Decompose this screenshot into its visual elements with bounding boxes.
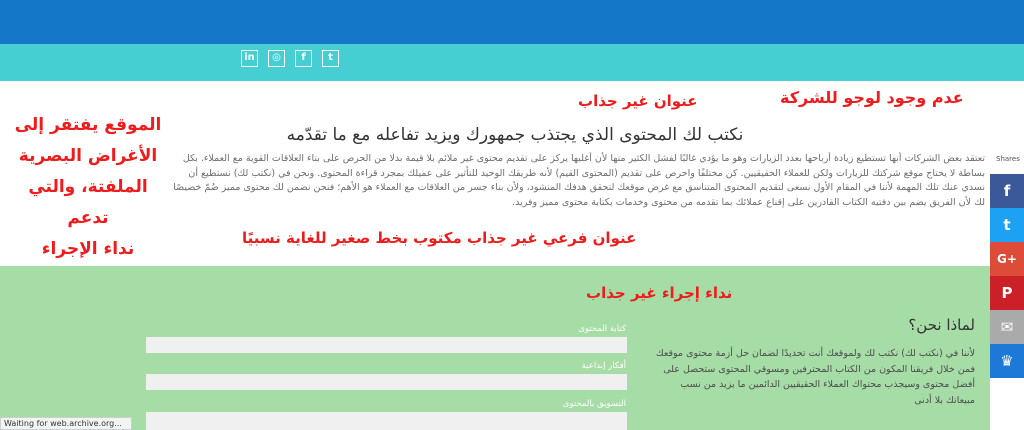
annotation-visuals-line: الموقع يفتقر إلى (14, 115, 162, 135)
pinterest-share-button[interactable]: P (990, 276, 1024, 310)
form-label-content: كتابة المحتوى (578, 324, 626, 334)
facebook-share-button[interactable]: f (990, 174, 1024, 208)
shares-label: Shares (996, 155, 1020, 163)
form-label-marketing: التسويق بالمحتوى (562, 399, 626, 409)
annotation-subtitle: عنوان فرعي غير جذاب مكتوب بخط صغير للغاية نسبيًا (242, 229, 637, 247)
instagram-icon[interactable]: ◎ (268, 50, 285, 67)
googleplus-share-button[interactable]: G+ (990, 242, 1024, 276)
email-share-button[interactable]: ✉ (990, 310, 1024, 344)
content-marketing-field[interactable] (146, 412, 627, 430)
annotation-visuals-line: الأغراض البصرية (18, 146, 158, 166)
annotation-title: عنوان غير جذاب (578, 92, 698, 110)
annotation-no-logo: عدم وجود لوجو للشركة (780, 88, 964, 107)
linkedin-icon[interactable]: in (241, 50, 258, 67)
page-title: نكتب لك المحتوى الذي يجتذب جمهورك ويزيد تفاعله مع ما تقدّمه (286, 125, 744, 145)
annotation-visuals-line: الملفتة، والتي تدعم (28, 177, 148, 228)
twitter-share-button[interactable]: t (990, 208, 1024, 242)
header-top-bar (0, 0, 1024, 44)
form-label-ideas: أفكار إبداعية (581, 361, 626, 371)
content-writing-field[interactable] (146, 337, 627, 353)
header-social-bar (0, 44, 1024, 81)
annotation-visuals (8, 110, 168, 265)
annotation-cta: نداء إجراء غير جذاب (586, 284, 733, 302)
browser-status-text: Waiting for web.archive.org... (0, 417, 132, 430)
creative-ideas-field[interactable] (146, 374, 627, 390)
twitter-icon[interactable]: t (322, 50, 339, 67)
sumo-share-button[interactable]: ♛ (990, 344, 1024, 378)
intro-paragraph: تعتقد بعض الشركات أنها تستطيع زيادة أرباحها بعدد الزيارات وهو ما يؤدي غالبًا لفشل الكثير منها لأن أغلبها يركز على تقديم محتوى غير ملائم بلا قيمة بدلا من الحرص على بناء العلاقات القوية مع العملاء. بكل بساطة لا يحتاج موقع شركتك للزيارات ولكن للعملاء الحقيقيين. كن مختلفًا واحرص على تقديم (المحتوى القيم) لأنه طريقك الوحيد للتأثير على عميلك بمجرد قراءة المحتوى. ونحن في (نكتب لك) نستطيع أن نسدي عنك تلك المهمة لأننا في المقام الأول نسعى لتقديم المحتوى المتناسق مع غرض موقعك لتحقق هدفك المنشود، ولأن بناء جسر من العلاقات مع العملاء هو الأهم؛ فنحن نضمن لك محتوى مميز ضُمّ خصيصًا لك لأن الفريق يضم بين دفتيه الكتاب القادرين على إقناع عملائك بما تقدمه من محتوى وخدمات بكتابة محتوى مميز وفريد. (173, 153, 985, 208)
why-us-text: لأننا في (نكتب لك) نكتب لك ولموقعك أنت تحديدًا لضمان حل أزمة محتوى موقعك فمن خلال فريقنا المكون من الكتاب المحترفين ومسوقي المحتوى ستحصل على أفضل محتوى وسيجذب محتواك العملاء الحقيقيين الدائمين ما يزيد من نسب مبيعاتك بلا أدنى (655, 348, 975, 406)
facebook-icon[interactable]: f (295, 50, 312, 67)
annotation-visuals-line: نداء الإجراء (41, 239, 135, 259)
why-us-title: لماذا نحن؟ (908, 316, 975, 334)
header-social-links (241, 50, 339, 67)
